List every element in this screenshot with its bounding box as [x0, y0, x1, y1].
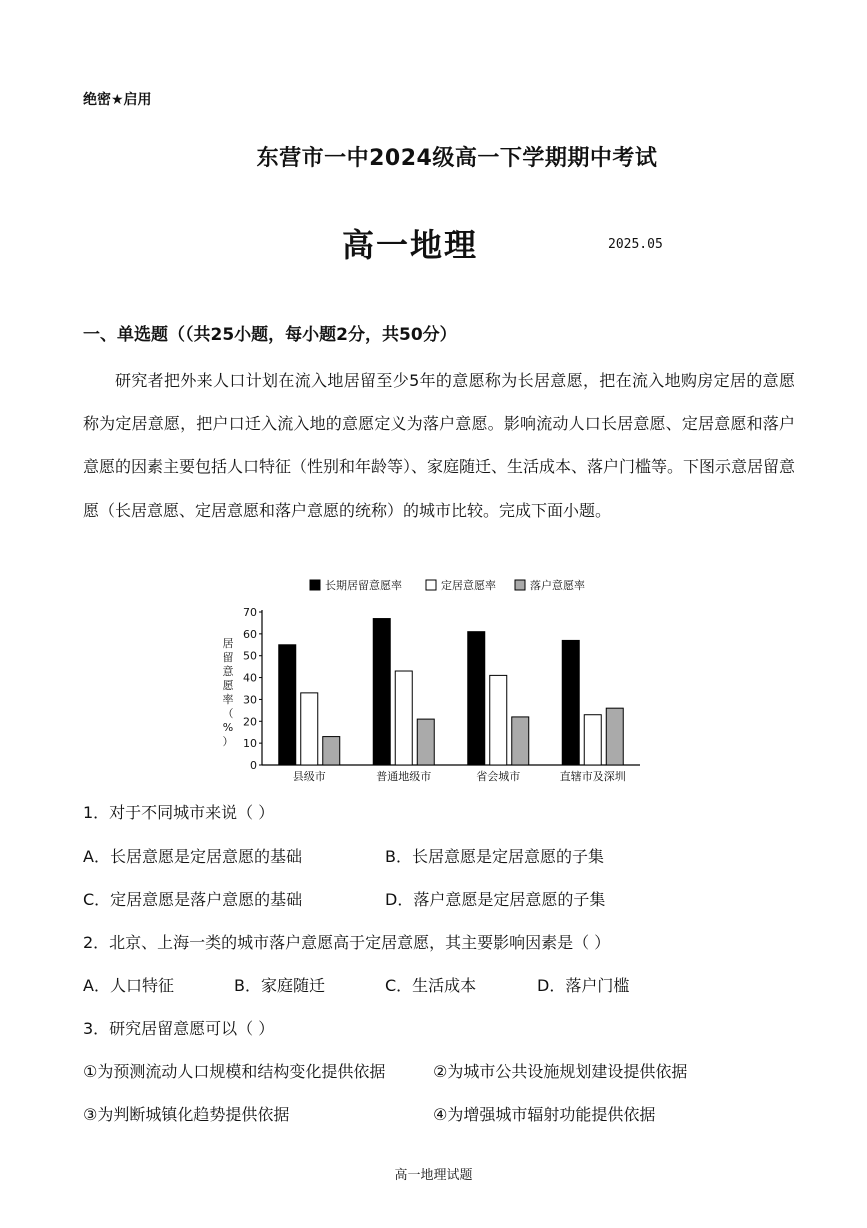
y-axis-label-char: %	[222, 721, 234, 734]
question-1-stem: 1．对于不同城市来说（ ）	[83, 803, 275, 822]
q1-option-d[interactable]: D．落户意愿是定居意愿的子集	[385, 890, 606, 909]
subject-title: 高一地理	[342, 226, 479, 264]
y-tick-label-40: 40	[243, 671, 257, 685]
bar-3-3	[512, 717, 529, 765]
y-axis-label-char: ）	[222, 735, 234, 748]
q3-statement-2: ②为城市公共设施规划建设提供依据	[433, 1062, 688, 1081]
bar-3-2	[417, 719, 434, 765]
q1-option-c[interactable]: C．定居意愿是落户意愿的基础	[83, 890, 303, 909]
legend-swatch-3	[515, 580, 525, 590]
x-tick-label-1: 县级市	[292, 770, 326, 783]
q3-statement-1: ①为预测流动人口规模和结构变化提供依据	[83, 1062, 386, 1081]
y-tick-label-30: 30	[243, 693, 257, 707]
x-tick-label-3: 省会城市	[476, 770, 521, 783]
page-footer: 高一地理试题	[394, 1168, 473, 1183]
y-axis-label-char: （	[222, 707, 234, 720]
q2-option-c[interactable]: C．生活成本	[385, 976, 477, 995]
legend-label-3: 落户意愿率	[530, 579, 585, 592]
y-tick-label-50: 50	[243, 649, 257, 663]
bar-1-4	[562, 640, 579, 765]
residence-intention-chart	[210, 572, 650, 787]
section-heading: 一、单选题（（共25小题，每小题2分，共50分）	[83, 325, 457, 345]
plot-area	[243, 606, 640, 783]
q2-option-a[interactable]: A．人口特征	[83, 976, 174, 995]
bar-2-2	[395, 671, 412, 765]
x-tick-label-4: 直辖市及深圳	[559, 770, 626, 783]
bar-1-2	[373, 619, 390, 765]
y-axis-label-char: 留	[222, 651, 234, 664]
y-tick-label-0: 0	[250, 759, 257, 772]
q3-statement-3: ③为判断城镇化趋势提供依据	[83, 1105, 290, 1124]
y-axis-label	[223, 637, 234, 748]
bar-3-1	[323, 737, 340, 765]
bar-2-4	[584, 715, 601, 765]
exam-title: 东营市一中2024级高一下学期期中考试	[256, 146, 658, 171]
q2-option-b[interactable]: B．家庭随迁	[234, 976, 325, 995]
y-axis-label-char: 居	[222, 637, 234, 650]
bar-2-1	[301, 693, 318, 765]
bar-1-3	[468, 632, 485, 765]
bar-3-4	[606, 708, 623, 765]
y-axis-title	[223, 637, 234, 748]
y-axis-label-char: 愿	[222, 679, 234, 692]
q3-statement-4: ④为增强城市辐射功能提供依据	[433, 1105, 656, 1124]
question-2-stem: 2．北京、上海一类的城市落户意愿高于定居意愿，其主要影响因素是（ ）	[83, 933, 611, 952]
y-tick-label-10: 10	[243, 737, 257, 751]
exam-date: 2025.05	[608, 237, 663, 252]
passage-text: 研究者把外来人口计划在流入地居留至少5年的意愿称为长居意愿，把在流入地购房定居的意愿称为定居意愿，把户口迁入流入地的意愿定义为落户意愿。影响流动人口长居意愿、定居意愿和落户意愿的因素主要包括人口特征（性别和年龄等）、家庭随迁、生活成本、落户门槛等。下图示意居留意愿（长居意愿、定居意愿和落户意愿的统称）的城市比较。完成下面小题。	[83, 371, 796, 520]
bar-1-1	[279, 645, 296, 765]
y-tick-label-60: 60	[243, 627, 257, 641]
passage	[83, 359, 795, 532]
question-3-stem: 3．研究居留意愿可以（ ）	[83, 1019, 275, 1038]
legend-swatch-2	[426, 580, 436, 590]
q2-option-d[interactable]: D．落户门槛	[537, 976, 630, 995]
y-axis-label-char: 意	[222, 665, 234, 678]
y-tick-label-20: 20	[243, 715, 257, 729]
confidential-label: 绝密★启用	[83, 92, 152, 108]
y-axis-label-char: 率	[222, 693, 234, 706]
legend-swatch-1	[310, 580, 320, 590]
legend-label-2: 定居意愿率	[441, 579, 496, 592]
x-tick-label-2: 普通地级市	[376, 770, 432, 783]
q1-option-b[interactable]: B．长居意愿是定居意愿的子集	[385, 847, 604, 866]
bar-2-3	[490, 675, 507, 765]
chart-legend	[310, 578, 585, 592]
legend-label-1: 长期居留意愿率	[325, 579, 402, 592]
q1-option-a[interactable]: A．长居意愿是定居意愿的基础	[83, 847, 302, 866]
y-tick-label-70: 70	[243, 606, 257, 619]
